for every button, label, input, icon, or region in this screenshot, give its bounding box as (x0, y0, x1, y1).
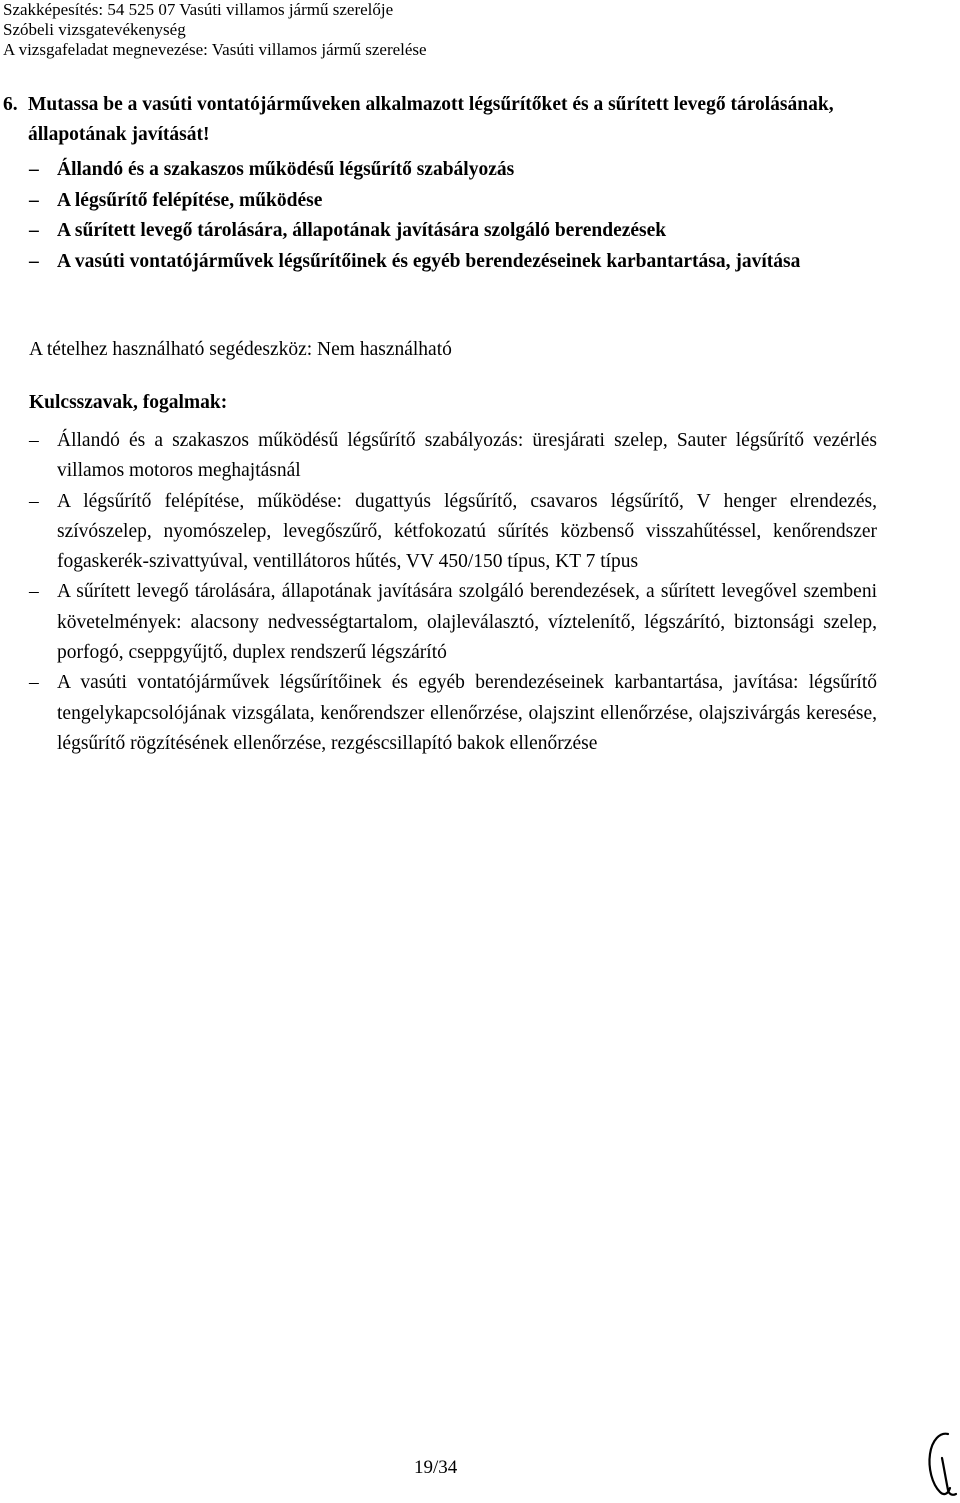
question (3, 90, 883, 150)
dash-bullet: – (29, 581, 39, 603)
page-number: 19/34 (414, 1457, 458, 1478)
keyword-item (29, 426, 877, 487)
document-header (3, 0, 427, 60)
keyword-text: A légsűrítő felépítése, működése: dugattyús légsűrítő, csavaros légsűrítő, V henger elrendezés, szívószelep, nyomószelep, levegőszűrő, kétfokozatú sűrítés közbenső visszahűtéssel, kenőrendszer fogaskerék-szivattyúval, ventillátoros hűtés, VV 450/150 típus, KT 7 típus (57, 490, 877, 573)
header-activity: Szóbeli vizsgatevékenység (3, 20, 186, 39)
keyword-item (29, 487, 877, 578)
keyword-text: A vasúti vontatójárművek légsűrítőinek és egyéb berendezéseinek karbantartása, javítása: légsűrítő tengelykapcsolójának vizsgálata, kenőrendszer ellenőrzése, olajszint ellenőrzése, olajszivárgás keresése, légsűrítő rögzítésének ellenőrzése, rezgéscsillapító bakok ellenőrzése (57, 672, 877, 754)
keyword-list (29, 426, 877, 759)
allowed-aid-note: A tételhez használható segédeszköz: Nem használható (29, 339, 452, 360)
topic-text: A sűrített levegő tárolására, állapotának javítására szolgáló berendezések (57, 220, 667, 241)
topic-item (29, 247, 889, 278)
topic-text: A vasúti vontatójárművek légsűrítőinek és egyéb berendezéseinek karbantartása, javítása (57, 250, 801, 272)
keyword-item (29, 577, 877, 668)
dash-bullet: – (29, 250, 39, 272)
keyword-text: A sűrített levegő tárolására, állapotának javítására szolgáló berendezések, a sűrített levegővel szembeni követelmények: alacsony nedvességtartalom, olajleválasztó, víztelenítő, légszárító, biztonsági szelep, porfogó, cseppgyűjtő, duplex rendszerű légszárító (57, 581, 877, 664)
dash-bullet: – (29, 672, 39, 694)
keyword-text: Állandó és a szakaszos működésű légsűrítő szabályozás: üresjárati szelep, Sauter légsűrítő vezérlés villamos motoros meghajtásnál (57, 430, 877, 482)
topic-item (29, 155, 889, 186)
dash-bullet: – (29, 490, 39, 512)
question-number: 6. (3, 94, 18, 115)
dash-bullet: – (29, 159, 39, 180)
header-qualification: Szakképesítés: 54 525 07 Vasúti villamos jármű szerelője (3, 0, 394, 19)
topic-item (29, 186, 889, 217)
topic-list (29, 155, 889, 277)
dash-bullet: – (29, 189, 39, 211)
keyword-item (29, 668, 877, 759)
topic-text: A légsűrítő felépítése, működése (57, 189, 323, 211)
dash-bullet: – (29, 220, 39, 241)
topic-text: Állandó és a szakaszos működésű légsűrítő szabályozás (57, 159, 515, 180)
topic-item (29, 216, 889, 247)
question-text: Mutassa be a vasúti vontatójárműveken alkalmazott légsűrítőket és a sűrített levegő tárolásának, állapotának javítását! (28, 94, 834, 145)
dash-bullet: – (29, 430, 39, 451)
handwritten-signature (918, 1428, 960, 1503)
keywords-heading: Kulcsszavak, fogalmak: (29, 392, 228, 413)
header-task-name: A vizsgafeladat megnevezése: Vasúti villamos jármű szerelése (3, 40, 427, 59)
